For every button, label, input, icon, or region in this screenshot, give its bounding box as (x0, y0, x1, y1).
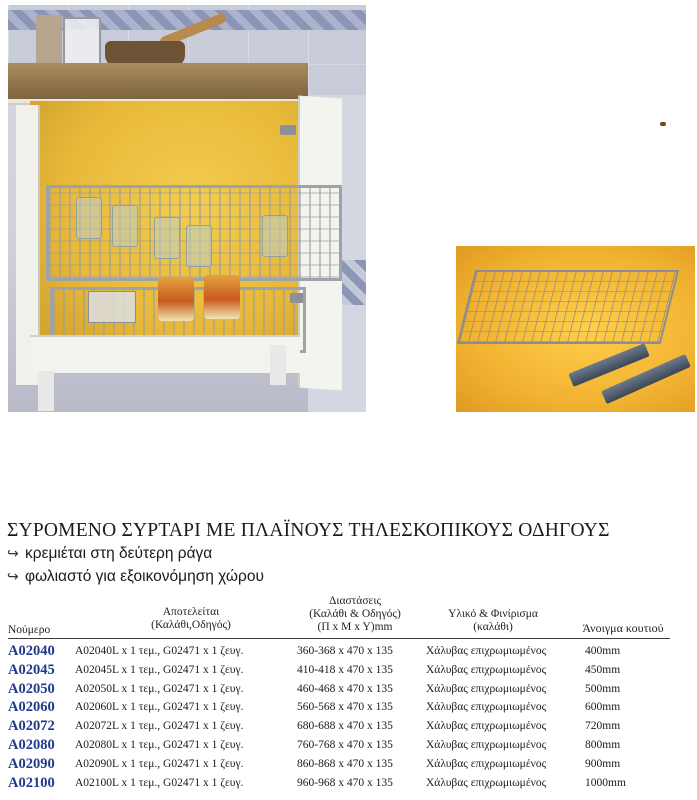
countertop (8, 63, 308, 103)
opening-cell: 500mm (585, 682, 621, 695)
can (204, 275, 240, 319)
opening-cell: 450mm (585, 663, 621, 676)
components-cell: A02072L x 1 τεμ., G02471 x 1 ζευγ. (75, 720, 244, 733)
cabinet-leg (270, 345, 286, 385)
material-cell: Χάλυβας επιχρωμιωμένος (426, 701, 547, 714)
cabinet-base (30, 335, 300, 373)
product-code: A02040 (8, 643, 55, 659)
components-cell: A02090L x 1 τεμ., G02471 x 1 ζευγ. (75, 757, 244, 770)
hinge-icon (280, 125, 296, 135)
dimensions-cell: 960-968 x 470 x 135 (297, 776, 393, 789)
header-divider (8, 638, 670, 639)
wire-basket (457, 270, 679, 344)
opening-cell: 400mm (585, 645, 621, 657)
product-code: A02045 (8, 661, 55, 678)
material-cell: Χάλυβας επιχρωμιωμένος (426, 645, 547, 657)
material-cell: Χάλυβας επιχρωμιωμένος (426, 720, 547, 733)
header-dimensions-title: Διαστάσεις (328, 595, 382, 607)
components-cell: A02045L x 1 τεμ., G02471 x 1 ζευγ. (75, 663, 244, 676)
opening-cell: 720mm (585, 720, 621, 733)
product-code: A02090 (8, 755, 55, 772)
header-dimensions-units: (Π x M x Y)mm (317, 621, 393, 633)
header-number: Νούμερο (8, 624, 51, 636)
storage-box (88, 291, 136, 323)
product-code: A02100 (8, 774, 55, 791)
components-cell: A02080L x 1 τεμ., G02471 x 1 ζευγ. (75, 738, 244, 751)
opening-cell: 1000mm (585, 776, 626, 789)
product-title: ΣΥΡΟΜΕΝΟ ΣΥΡΤΑΡΙ ΜΕ ΠΛΑΪΝΟΥΣ ΤΗΛΕΣΚΟΠΙΚΟΥΣ ΟΔΗΓΟΥΣ (7, 520, 610, 541)
components-cell: A02040L x 1 τεμ., G02471 x 1 ζευγ. (75, 645, 244, 657)
product-code: A02080 (8, 736, 55, 753)
kitchen-cabinet-photo (8, 5, 366, 412)
feature-text: φωλιαστό για εξοικονόμηση χώρου (25, 568, 264, 585)
header-material-title: Υλικό & Φινίρισμα (448, 608, 538, 620)
table-row (0, 699, 697, 718)
header-dimensions-subtitle: (Καλάθι & Οδηγός) (309, 608, 401, 620)
header-components (126, 606, 256, 632)
material-cell: Χάλυβας επιχρωμιωμένος (426, 663, 547, 676)
product-code: A02060 (8, 699, 55, 716)
product-table (0, 643, 697, 793)
product-code: A02072 (8, 718, 55, 735)
dimensions-cell: 760-768 x 470 x 135 (297, 738, 393, 751)
dimensions-cell: 860-868 x 470 x 135 (297, 757, 393, 770)
components-cell: A02100L x 1 τεμ., G02471 x 1 ζευγ. (75, 776, 244, 789)
hook-arrow-icon: ↪ (7, 545, 19, 561)
opening-cell: 800mm (585, 738, 621, 751)
opening-cell: 600mm (585, 701, 621, 714)
dimensions-cell: 680-688 x 470 x 135 (297, 720, 393, 733)
table-row (0, 718, 697, 737)
glass (186, 225, 212, 267)
header-opening: Άνοιγμα κουτιού (582, 621, 664, 635)
dimensions-cell: 410-418 x 470 x 135 (297, 663, 393, 676)
header-material (432, 608, 554, 634)
glass (112, 205, 138, 247)
material-cell: Χάλυβας επιχρωμιωμένος (426, 776, 547, 789)
product-code: A02050 (8, 680, 55, 697)
glass (154, 217, 180, 259)
table-row (0, 756, 697, 775)
components-cell: A02050L x 1 τεμ., G02471 x 1 ζευγ. (75, 682, 244, 695)
hook-arrow-icon: ↪ (7, 568, 19, 584)
cabinet-leg (38, 371, 54, 411)
dimensions-cell: 460-468 x 470 x 135 (297, 682, 393, 695)
header-components-title: Αποτελείται (162, 606, 220, 618)
print-mark (660, 122, 666, 126)
feature-item (7, 568, 264, 586)
can (158, 277, 194, 321)
table-row (0, 737, 697, 756)
dimensions-cell: 360-368 x 470 x 135 (297, 645, 393, 657)
feature-item (7, 545, 212, 563)
header-material-subtitle: (καλάθι) (473, 621, 513, 633)
components-cell: A02060L x 1 τεμ., G02471 x 1 ζευγ. (75, 701, 244, 714)
header-components-subtitle: (Καλάθι,Οδηγός) (151, 619, 231, 631)
table-row (0, 775, 697, 794)
material-cell: Χάλυβας επιχρωμιωμένος (426, 738, 547, 751)
glass (262, 215, 288, 257)
feature-text: κρεμιέται στη δεύτερη ράγα (25, 545, 213, 562)
header-dimensions (293, 595, 417, 634)
table-row (0, 662, 697, 681)
table-row (0, 681, 697, 700)
material-cell: Χάλυβας επιχρωμιωμένος (426, 757, 547, 770)
dimensions-cell: 560-568 x 470 x 135 (297, 701, 393, 714)
table-row (0, 643, 697, 662)
material-cell: Χάλυβας επιχρωμιωμένος (426, 682, 547, 695)
product-basket-photo (456, 246, 695, 412)
opening-cell: 900mm (585, 757, 621, 770)
glass (76, 197, 102, 239)
